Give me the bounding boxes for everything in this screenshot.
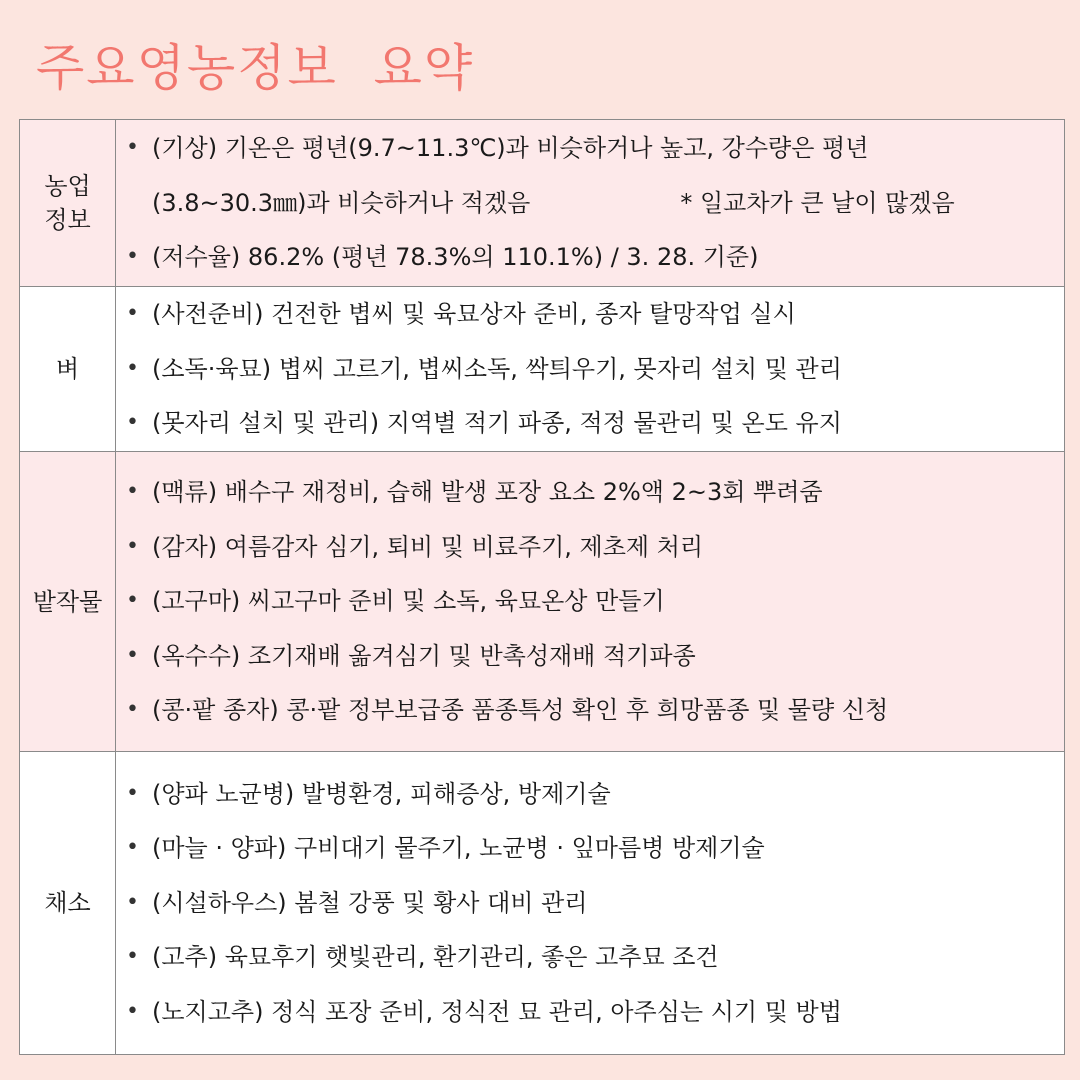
category-label: 밭작물 (32, 587, 103, 616)
table-row-vegetables (20, 752, 1065, 1055)
bullet-icon: • (126, 642, 139, 668)
list-item: (3.8~30.3㎜)과 비슷하거나 적겠음 * 일교차가 큰 날이 많겠음 (116, 176, 1064, 231)
summary-table (19, 119, 1065, 1055)
list-item: • (옥수수) 조기재배 옮겨심기 및 반촉성재배 적기파종 (116, 629, 1064, 684)
table-row-rice (20, 287, 1065, 452)
list-item: • (사전준비) 건전한 볍씨 및 육묘상자 준비, 종자 탈망작업 실시 (116, 287, 1064, 342)
list-item: • (기상) 기온은 평년(9.7~11.3℃)과 비슷하거나 높고, 강수량은 평년 (116, 121, 1064, 176)
list-item: • (고추) 육묘후기 햇빛관리, 환기관리, 좋은 고추묘 조건 (116, 930, 1064, 985)
items-cell (116, 752, 1065, 1055)
category-cell (20, 287, 116, 452)
category-label: 벼 (55, 355, 80, 383)
bullet-icon: • (126, 588, 139, 614)
bullet-icon: • (126, 479, 139, 505)
list-item: • (마늘 · 양파) 구비대기 물주기, 노균병 · 잎마름병 방제기술 (116, 821, 1064, 876)
note-text: * 일교차가 큰 날이 많겠음 (680, 188, 955, 217)
category-cell (20, 452, 116, 752)
items-cell (116, 287, 1065, 452)
page-title: 주요영농정보 요약 (36, 39, 475, 97)
list-item: • (노지고추) 정식 포장 준비, 정식전 묘 관리, 아주심는 시기 및 방법 (116, 985, 1064, 1040)
bullet-icon: • (126, 301, 139, 327)
list-item: • (못자리 설치 및 관리) 지역별 적기 파종, 적정 물관리 및 온도 유지 (116, 396, 1064, 451)
list-item: • (감자) 여름감자 심기, 퇴비 및 비료주기, 제초제 처리 (116, 520, 1064, 575)
list-item: • (저수율) 86.2% (평년 78.3%의 110.1%) / 3. 28. 기준) (116, 230, 1064, 285)
list-item: • (고구마) 씨고구마 준비 및 소독, 육묘온상 만들기 (116, 574, 1064, 629)
bullet-icon: • (126, 697, 139, 723)
list-item: • (맥류) 배수구 재정비, 습해 발생 포장 요소 2%액 2~3회 뿌려줌 (116, 465, 1064, 520)
table-row-farm-info (20, 120, 1065, 287)
bullet-icon: • (126, 835, 139, 861)
bullet-icon: • (126, 410, 139, 436)
list-item: • (양파 노균병) 발병환경, 피해증상, 방제기술 (116, 767, 1064, 822)
category-cell (20, 120, 116, 287)
category-label: 채소 (44, 889, 91, 917)
list-item: • (시설하우스) 봄철 강풍 및 황사 대비 관리 (116, 876, 1064, 931)
bullet-icon: • (126, 998, 139, 1024)
bullet-icon: • (126, 244, 139, 270)
bullet-icon: • (126, 780, 139, 806)
bullet-icon: • (126, 533, 139, 559)
bullet-icon: • (126, 889, 139, 915)
category-cell (20, 752, 116, 1055)
list-item: • (콩·팥 종자) 콩·팥 정부보급종 품종특성 확인 후 희망품종 및 물량 신청 (116, 683, 1064, 738)
table-row-field-crops (20, 452, 1065, 752)
list-item: • (소독·육묘) 볍씨 고르기, 볍씨소독, 싹틔우기, 못자리 설치 및 관리 (116, 342, 1064, 397)
category-label: 농업 정보 (44, 172, 91, 234)
bullet-icon: • (126, 135, 139, 161)
items-cell (116, 452, 1065, 752)
bullet-icon: • (126, 355, 139, 381)
bullet-icon: • (126, 944, 139, 970)
items-cell (116, 120, 1065, 287)
